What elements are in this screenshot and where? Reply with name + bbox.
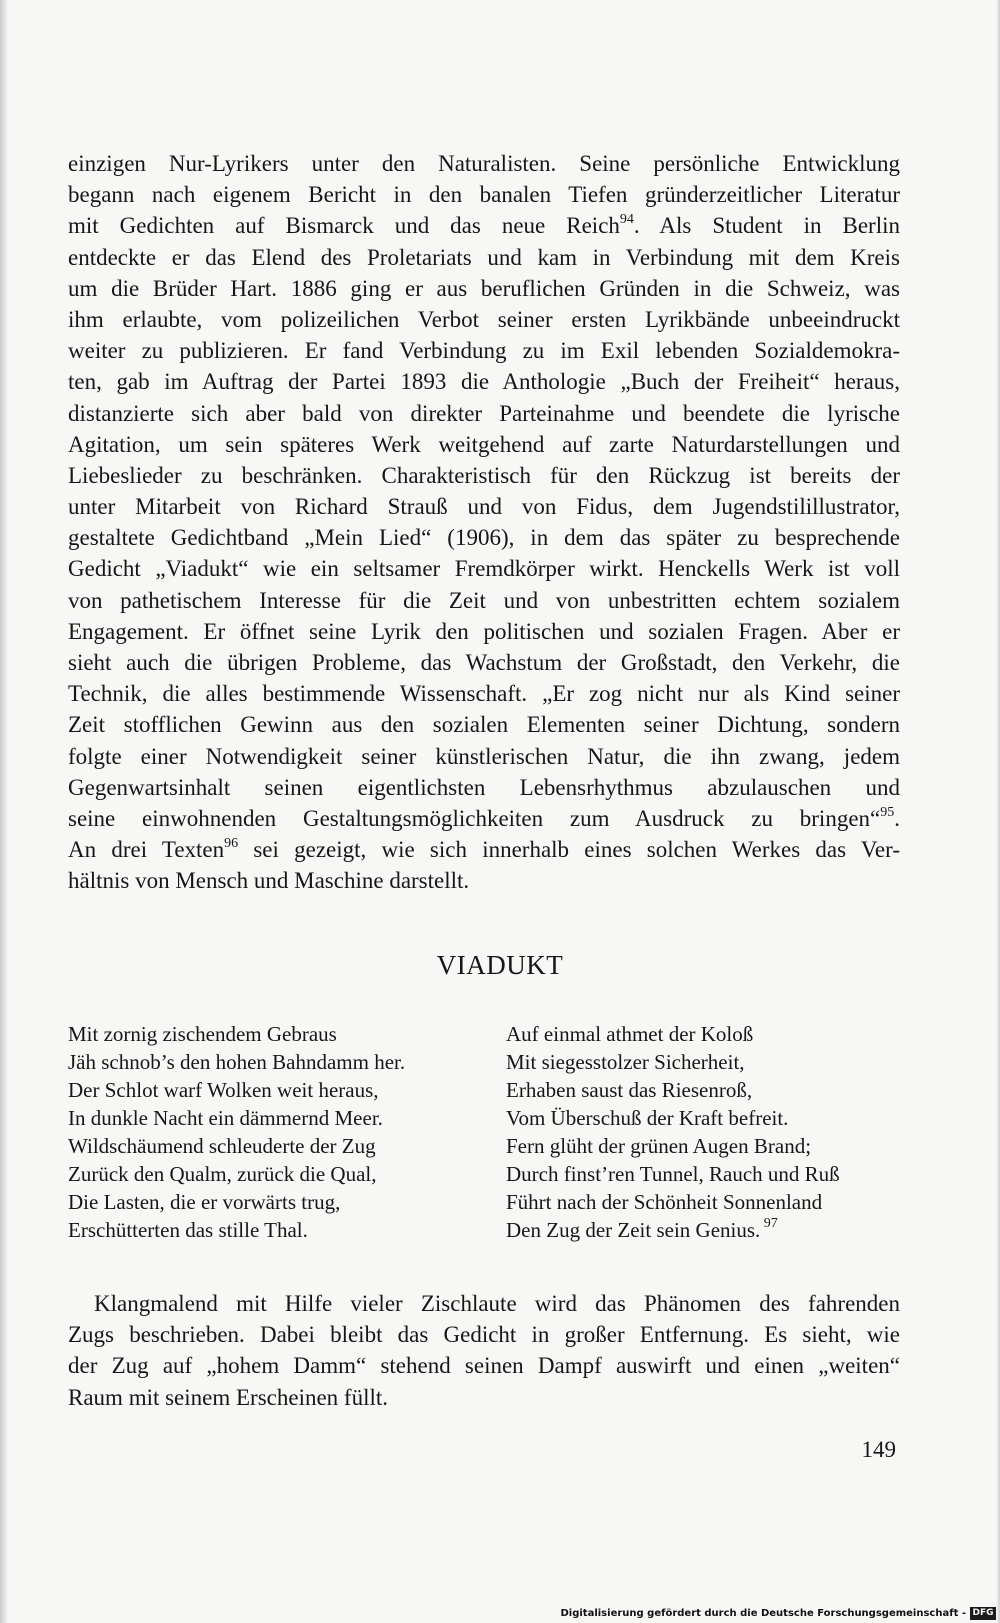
poem-verse [506,1132,840,1160]
poem-verse [68,1160,405,1188]
text-line-content: weiter zu publizieren. Er fand Verbindung zu im Exil lebenden Sozialdemokra- [68,338,900,364]
poem-verse [68,1076,405,1104]
poem-verse-text: Erhaben saust das Riesenroß, [506,1078,753,1102]
poem-verse [68,1132,405,1160]
text-line [68,1350,900,1381]
text-line [68,803,900,834]
text-line [68,398,900,429]
poem-verse [506,1216,840,1244]
poem-verse [506,1188,840,1216]
poem-stanza-right [506,1020,840,1244]
text-line-content: Engagement. Er öffnet seine Lyrik den politischen und sozialen Fragen. Aber er [68,618,900,644]
text-line [68,335,900,366]
poem-verse-text: Führt nach der Schönheit Sonnenland [506,1190,823,1214]
text-line-content: gestaltete Gedichtband „Mein Lied“ (1906), in dem das später zu besprechende [68,525,900,551]
text-line [68,304,900,335]
text-line-content: Zugs beschrieben. Dabei bleibt das Gedicht in großer Entfernung. Es sieht, wie [68,1322,900,1348]
text-line-content: um die Brüder Hart. 1886 ging er aus beruflichen Gründen in die Schweiz, was [68,275,900,301]
text-line-content: hältnis von Mensch und Maschine darstellt. [68,868,470,894]
poem-verse [506,1076,840,1104]
text-line-content: unter Mitarbeit von Richard Strauß und von Fidus, dem Jugendstilillustrator, [68,494,900,520]
text-line [68,273,900,304]
text-line-content: ihm erlaubte, vom polizeilichen Verbot seiner ersten Lyrikbände unbeeindruckt [68,306,900,332]
text-line [68,834,900,865]
text-line [68,366,900,397]
text-line [68,179,900,210]
text-line [68,460,900,491]
poem-verse-text: Der Schlot warf Wolken weit heraus, [68,1078,379,1102]
text-line-content: An drei Texten [68,837,225,863]
poem-verse [68,1188,405,1216]
text-line [68,1319,900,1350]
poem-verse-text: In dunkle Nacht ein dämmernd Meer. [68,1106,383,1130]
text-line-continuation: . Als Student in Berlin [633,213,900,239]
text-line [68,491,900,522]
text-line-content: distanzierte sich aber bald von direkter Parteinahme und beendete die lyrische [68,400,900,426]
footnote-ref: 95 [880,804,895,820]
poem-title: VIADUKT [436,950,564,980]
text-line-content: Agitation, um sein späteres Werk weitgehend auf zarte Naturdarstellungen und [68,431,900,457]
poem-verse-text: Wildschäumend schleuderte der Zug [68,1134,376,1158]
text-line-continuation: sei gezeigt, wie sich innerhalb eines solchen Werkes das Ver- [238,837,900,863]
poem-verse-text: Fern glüht der grünen Augen Brand; [506,1134,812,1158]
text-line-content: ten, gab im Auftrag der Partei 1893 die Anthologie „Buch der Freiheit“ heraus, [68,369,900,395]
text-line [68,1288,900,1319]
text-line-content: einzigen Nur-Lyrikers unter den Naturalisten. Seine persönliche Entwicklung [68,151,900,176]
text-line-content: Klangmalend mit Hilfe vieler Zischlaute wird das Phänomen des fahrenden [94,1291,900,1316]
text-line-content: Zeit stofflichen Gewinn aus den sozialen Elementen seiner Dichtung, sondern [68,712,900,738]
text-line [68,429,900,460]
closing-paragraph [68,1288,900,1413]
footnote-ref: 94 [619,212,634,228]
text-line-content: der Zug auf „hohem Damm“ stehend seinen Dampf auswirft und einen „weiten“ [68,1353,900,1379]
poem-verse [68,1104,405,1132]
poem-verse [68,1216,405,1244]
text-line [68,148,900,179]
poem-verse [506,1160,840,1188]
poem-verse [506,1104,840,1132]
poem-verse [68,1020,405,1048]
poem-verse-text: Auf einmal athmet der Koloß [506,1022,754,1046]
text-line [68,678,900,709]
text-line [68,553,900,584]
poem-verse-text: Durch finst’ren Tunnel, Rauch und Ruß [506,1162,840,1186]
text-line-content: entdeckte er das Elend des Proletariats und kam in Verbindung mit dem Kreis [68,244,900,270]
footnote-ref: 96 [224,836,239,852]
page-edge-shadow-right [996,0,1000,1623]
poem-stanza-left [68,1020,405,1244]
text-line-content: von pathetischem Interesse für die Zeit und von unbestritten echtem sozialem [68,587,900,613]
poem-verse-text: Erschütterten das stille Thal. [68,1218,308,1242]
poem-verse-text: Zurück den Qualm, zurück die Qual, [68,1162,377,1186]
poem-verse-text: Vom Überschuß der Kraft befreit. [506,1106,789,1130]
dfg-logo: DFG [970,1607,996,1620]
digitization-credit: Digitalisierung gefördert durch die Deutsche Forschungsgemeinschaft - [560,1608,966,1619]
text-line-content: mit Gedichten auf Bismarck und das neue Reich [68,213,620,239]
text-line [68,741,900,772]
text-line [68,1382,900,1413]
poem-verse-text: Jäh schnob’s den hohen Bahndamm her. [68,1050,406,1074]
text-line-content: folgte einer Notwendigkeit seiner künstlerischen Natur, die ihn zwang, jedem [68,743,900,769]
text-line [68,647,900,678]
body-paragraph [68,148,900,897]
text-line [68,865,900,896]
page-number: 149 [861,1437,896,1462]
poem-verse-text: Den Zug der Zeit sein Genius. [506,1218,761,1242]
text-line-content: sieht auch die übrigen Probleme, das Wachstum der Großstadt, den Verkehr, die [68,650,900,675]
footnote-ref: 97 [760,1216,778,1231]
text-line [68,210,900,241]
poem-verse [68,1048,405,1076]
poem-verse [506,1020,840,1048]
text-line [68,585,900,616]
poem-verse-text: Mit zornig zischendem Gebraus [68,1022,337,1046]
poem-verse-text: Mit siegesstolzer Sicherheit, [506,1050,745,1074]
text-line [68,616,900,647]
poem-verse-text: Die Lasten, die er vorwärts trug, [68,1190,341,1214]
text-line-content: begann nach eigenem Bericht in den banalen Tiefen gründerzeitlicher Literatur [68,182,900,208]
text-line-continuation: . [894,805,900,831]
text-line-content: Gegenwartsinhalt seinen eigentlichsten Lebensrhythmus abzulauschen und [68,774,900,800]
text-line [68,242,900,273]
text-line [68,522,900,553]
text-line-content: Raum mit seinem Erscheinen füllt. [68,1384,389,1410]
poem-verse [506,1048,840,1076]
text-line-content: Gedicht „Viadukt“ wie ein seltsamer Fremdkörper wirkt. Henckells Werk ist voll [68,556,900,582]
text-line [68,709,900,740]
text-line-content: Technik, die alles bestimmende Wissenschaft. „Er zog nicht nur als Kind seiner [68,681,900,707]
text-line-content: Liebeslieder zu beschränken. Charakteristisch für den Rückzug ist bereits der [68,462,900,488]
text-line [68,772,900,803]
page-edge-shadow [0,0,8,1623]
text-line-content: seine einwohnenden Gestaltungsmöglichkeiten zum Ausdruck zu bringen“ [68,805,881,831]
